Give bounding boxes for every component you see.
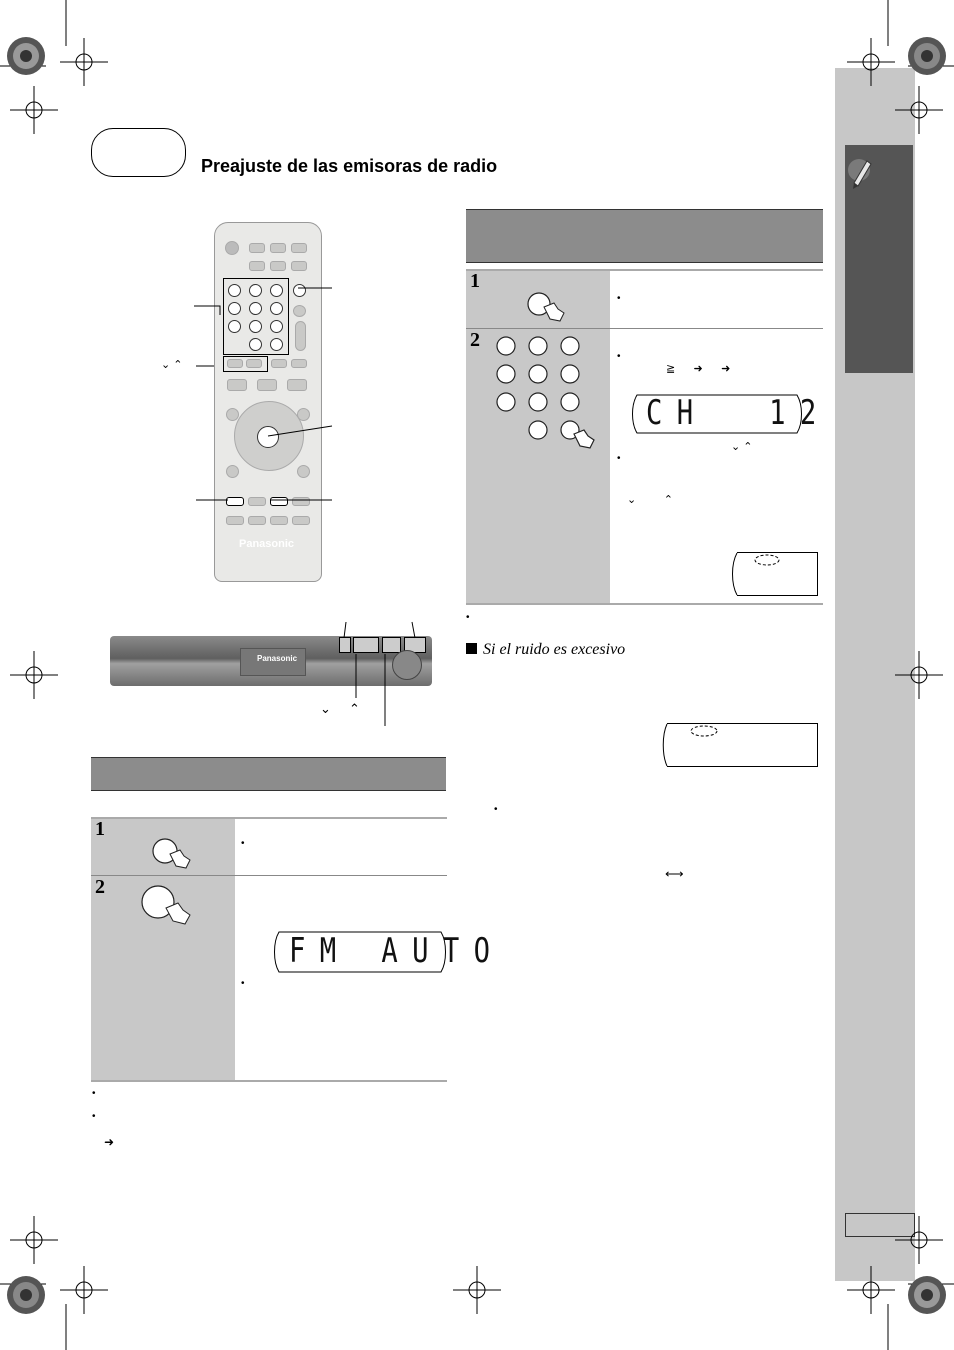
color-button-1[interactable] [226,516,244,525]
color-button-3[interactable] [270,516,288,525]
right-step-divider [466,328,823,329]
lcd-indicator-snippet [737,552,818,596]
bullet: • [617,453,621,464]
noise-subheading [466,641,625,659]
bullet: • [494,804,498,815]
down-up-glyphs: ⌄ ⌃ [627,494,673,506]
down-up-glyphs: ⌄ ⌃ [161,359,183,371]
section-badge [91,128,186,177]
noise-subheading-text: Si el ruido es excesivo [483,641,626,658]
unit-down-up-glyphs: ⌄ ⌃ [320,701,360,716]
lcd-display [271,930,505,974]
bullet: • [241,838,245,849]
lcd-indicator-snippet [667,723,818,767]
lcd-indicator-frame [731,552,811,596]
bullet: • [241,978,245,989]
left-step-1-number: 1 [95,818,105,840]
remote-brand-logo: Panasonic [239,538,295,550]
color-button-2[interactable] [248,516,266,525]
power-button[interactable] [225,241,239,255]
bullet: • [92,1088,96,1099]
bullet: • [617,351,621,362]
right-step-2-number: 2 [470,329,480,351]
lcd-display [630,393,831,435]
right-table-bottom-rule [466,603,823,605]
square-bullet-icon [466,643,477,654]
bullet: • [466,612,470,623]
lcd-text: FM AUTO [289,931,505,971]
left-procedure-header [91,757,446,791]
sequence-glyphs: ≧ ➜ ➜ [666,363,731,375]
tv-button[interactable] [291,243,307,253]
right-procedure-header [466,209,823,263]
bullet: • [92,1111,96,1122]
input-button[interactable] [249,243,265,253]
left-table-bottom-rule [91,1080,447,1082]
down-up-glyphs: ⌄ ⌃ [731,441,753,453]
arrow-glyph: ➜ [104,1135,115,1149]
lcd-indicator-frame [662,723,722,767]
unit-brand-logo: Panasonic [257,654,298,663]
press-button-icon [150,836,196,872]
press-and-hold-button-icon [138,884,196,930]
left-step-2-number: 2 [95,876,105,898]
volume-up-button[interactable] [270,243,286,253]
right-step-1-number: 1 [470,270,480,292]
color-button-4[interactable] [292,516,310,525]
numeric-keypad-icon [494,334,604,464]
left-step-divider [91,875,447,876]
page-title: Preajuste de las emisoras de radio [201,156,498,176]
toggle-arrow-glyph: ⟷ [665,866,684,881]
lcd-text: CH 12 [646,393,831,433]
remote-callout-lines [150,270,350,510]
press-button-icon [526,290,572,326]
bullet: • [617,293,621,304]
